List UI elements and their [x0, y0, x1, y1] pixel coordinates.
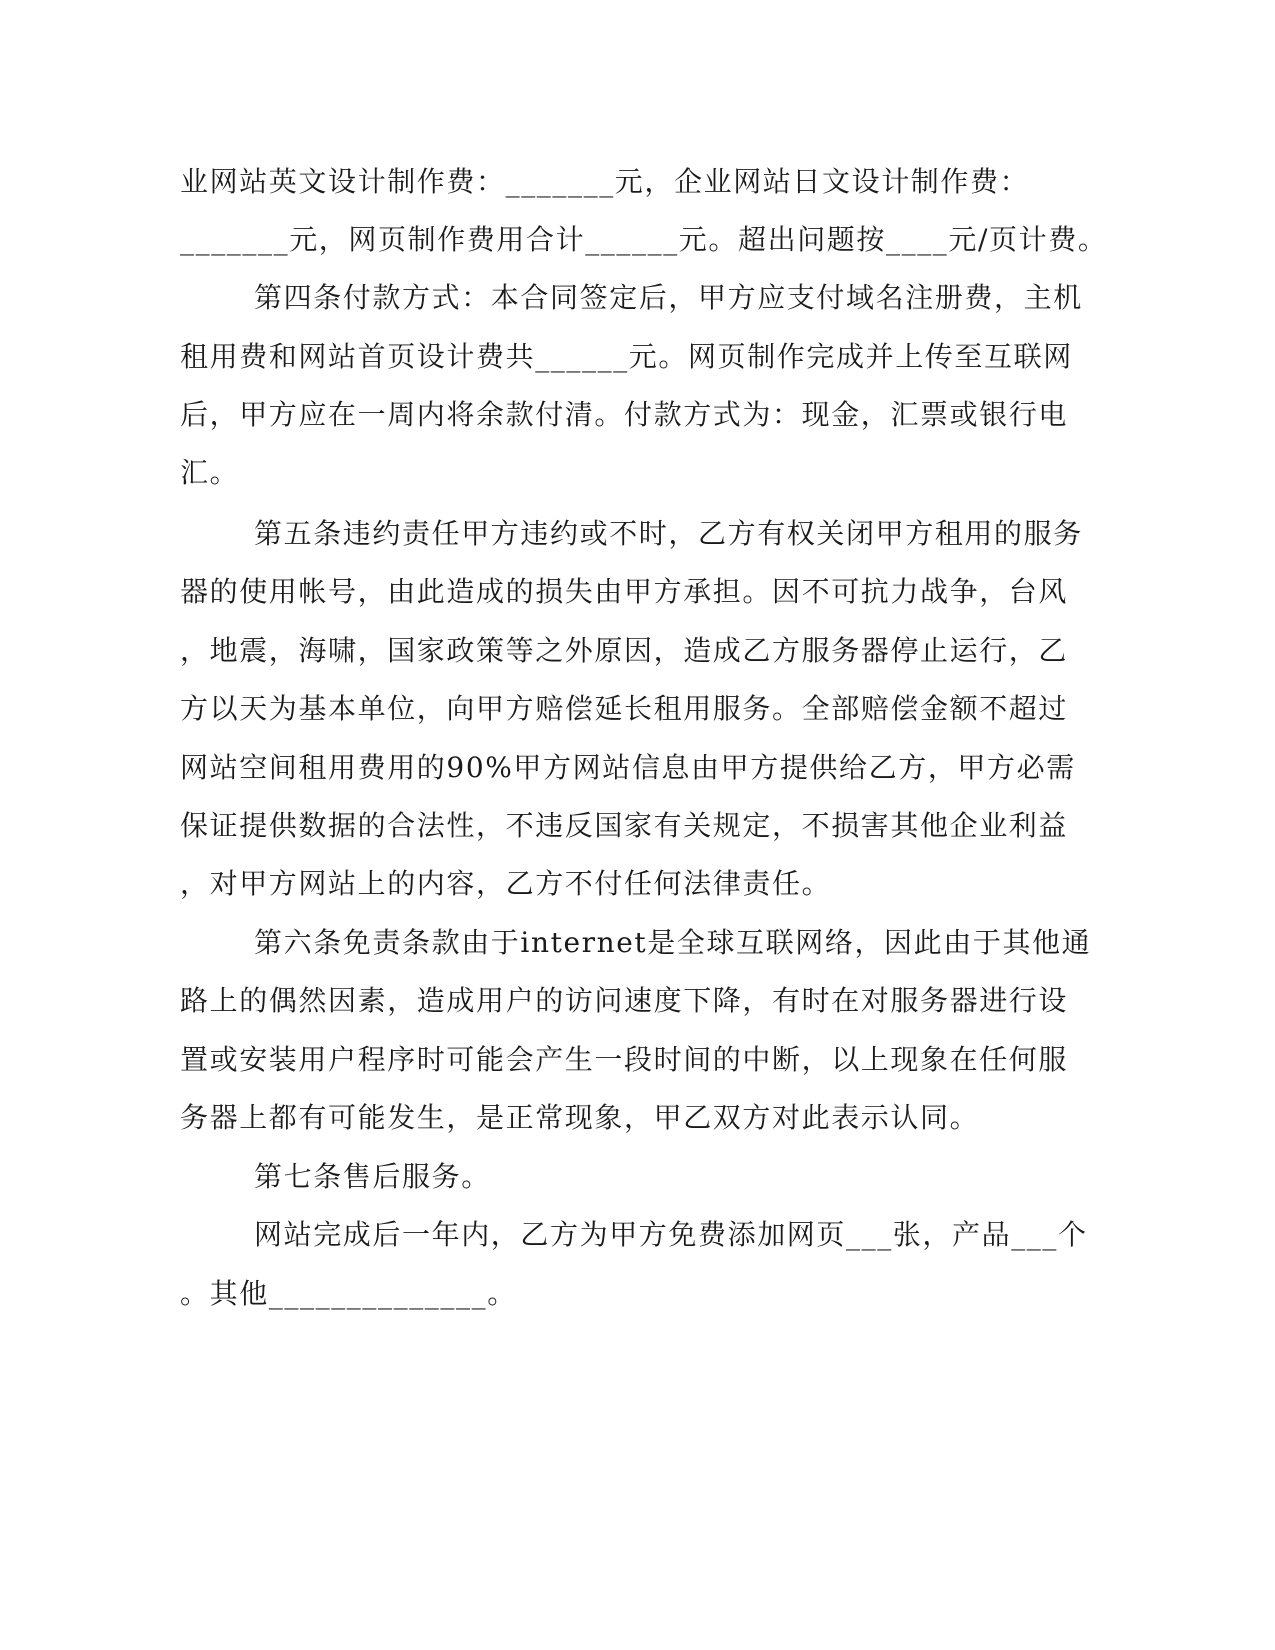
text-line-13: ，对甲方网站上的内容，乙方不付任何法律责任。 [180, 867, 832, 900]
text-line-19: 网站完成后一年内，乙方为甲方免费添加网页___张，产品___个 [254, 1218, 1088, 1251]
text-line-5: 后，甲方应在一周内将余款付清。付款方式为：现金，汇票或银行电 [180, 398, 1069, 431]
text-line-16: 置或安装用户程序时可能会产生一段时间的中断，以上现象在任何服 [180, 1043, 1069, 1076]
text-line-11: 网站空间租用费用的90%甲方网站信息由甲方提供给乙方，甲方必需 [180, 751, 1076, 784]
text-line-17: 务器上都有可能发生，是正常现象，甲乙双方对此表示认同。 [180, 1101, 980, 1134]
text-line-6: 汇。 [180, 456, 240, 489]
text-line-4: 租用费和网站首页设计费共______元。网页制作完成并上传至互联网 [180, 340, 1073, 373]
article-7-heading-line: 第七条售后服务。 [254, 1160, 491, 1193]
text-line-12: 保证提供数据的合法性，不违反国家有关规定，不损害其他企业利益 [180, 809, 1069, 842]
article-4-heading-line: 第四条付款方式：本合同签定后，甲方应支付域名注册费，主机 [254, 281, 1083, 314]
text-line-15: 路上的偶然因素，造成用户的访问速度下降，有时在对服务器进行设 [180, 984, 1069, 1017]
article-5-heading-line: 第五条违约责任甲方违约或不时，乙方有权关闭甲方租用的服务 [254, 517, 1083, 550]
text-line-2: _______元，网页制作费用合计______元。超出问题按____元/页计费。 [180, 223, 1108, 256]
text-line-1: 业网站英文设计制作费：_______元，企业网站日文设计制作费： [180, 165, 1030, 198]
text-line-9: ，地震，海啸，国家政策等之外原因，造成乙方服务器停止运行，乙 [180, 634, 1069, 667]
article-6-heading-line: 第六条免责条款由于internet是全球互联网络，因此由于其他通 [254, 926, 1092, 959]
text-line-20: 。其他______________。 [180, 1277, 517, 1310]
text-line-10: 方以天为基本单位，向甲方赔偿延长租用服务。全部赔偿金额不超过 [180, 692, 1069, 725]
text-line-8: 器的使用帐号，由此造成的损失由甲方承担。因不可抗力战争，台风 [180, 575, 1069, 608]
